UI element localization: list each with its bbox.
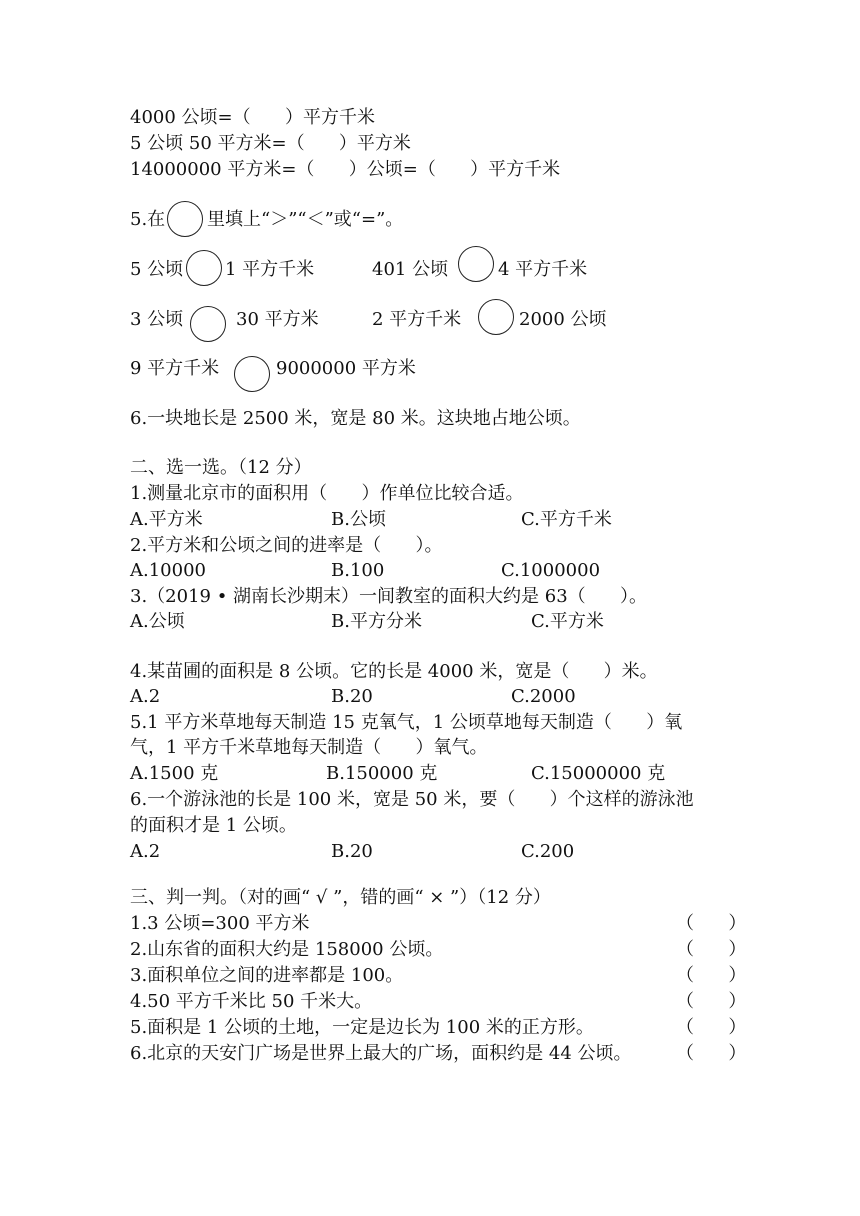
s2-q4-option-b[interactable]: B.20: [331, 686, 373, 707]
compare-4-right: 2000 公顷: [519, 309, 607, 330]
compare-5-right: 9000000 平方米: [276, 358, 416, 379]
s3-answer-5[interactable]: （ ）: [676, 1017, 747, 1038]
s2-q4-option-c[interactable]: C.2000: [511, 686, 576, 707]
comparison-circle-5[interactable]: [234, 356, 270, 392]
s2-q5-stem: 5.1 平方米草地每天制造 15 克氧气，1 公顷草地每天制造（ ）氧: [130, 712, 683, 733]
conversion-line-3: 14000000 平方米=（ ）公顷=（ ）平方千米: [130, 159, 561, 180]
s2-q5-option-b[interactable]: B.150000 克: [326, 763, 438, 784]
s2-q6-stem-cont: 的面积才是 1 公顷。: [130, 815, 297, 836]
s3-answer-2[interactable]: （ ）: [676, 939, 747, 960]
q5-instruction: 里填上“＞”“＜”或“=”。: [207, 209, 404, 230]
s2-q4-option-a[interactable]: A.2: [130, 686, 161, 707]
compare-2-left: 401 公顷: [372, 259, 449, 280]
s2-q3-option-b[interactable]: B.平方分米: [331, 611, 422, 632]
compare-2-right: 4 平方千米: [498, 259, 588, 280]
q6-text: 6.一块地长是 2500 米，宽是 80 米。这块地占地公顷。: [130, 408, 581, 429]
s3-answer-4[interactable]: （ ）: [676, 991, 747, 1012]
s2-q1-option-a[interactable]: A.平方米: [130, 509, 203, 530]
s2-q2-option-c[interactable]: C.1000000: [501, 560, 601, 581]
s2-q3-option-a[interactable]: A.公顷: [130, 611, 185, 632]
section2-title: 二、选一选。（12 分）: [130, 457, 312, 478]
s3-item-3: 3.面积单位之间的进率都是 100。: [130, 965, 404, 986]
comparison-circle-example[interactable]: [167, 201, 203, 237]
s2-q1-option-b[interactable]: B.公顷: [331, 509, 386, 530]
comparison-circle-1[interactable]: [186, 250, 222, 286]
comparison-circle-4[interactable]: [478, 299, 514, 335]
comparison-circle-2[interactable]: [458, 246, 494, 282]
section3-title: 三、判一判。（对的画“ √ ”，错的画“ × ”）（12 分）: [130, 887, 551, 908]
comparison-circle-3[interactable]: [190, 306, 226, 342]
compare-4-left: 2 平方千米: [372, 309, 462, 330]
s2-q2-stem: 2.平方米和公顷之间的进率是（ ）。: [130, 535, 443, 556]
compare-3-left: 3 公顷: [130, 309, 184, 330]
s2-q3-stem: 3.（2019 • 湖南长沙期末）一间教室的面积大约是 63（ ）。: [130, 586, 647, 607]
s2-q4-stem: 4.某苗圃的面积是 8 公顷。它的长是 4000 米，宽是（ ）米。: [130, 661, 658, 682]
s2-q5-option-a[interactable]: A.1500 克: [130, 763, 219, 784]
s3-item-1: 1.3 公顷=300 平方米: [130, 913, 310, 934]
compare-1-right: 1 平方千米: [225, 259, 315, 280]
s2-q3-option-c[interactable]: C.平方米: [531, 611, 604, 632]
compare-5-left: 9 平方千米: [130, 358, 220, 379]
compare-3-right: 30 平方米: [236, 309, 319, 330]
conversion-line-1: 4000 公顷=（ ）平方千米: [130, 107, 375, 128]
s3-item-2: 2.山东省的面积大约是 158000 公顷。: [130, 939, 444, 960]
s3-answer-6[interactable]: （ ）: [676, 1043, 747, 1064]
s2-q6-stem: 6.一个游泳池的长是 100 米，宽是 50 米，要（ ）个这样的游泳池: [130, 789, 694, 810]
s2-q5-option-c[interactable]: C.15000000 克: [531, 763, 666, 784]
s3-item-5: 5.面积是 1 公顷的土地，一定是边长为 100 米的正方形。: [130, 1017, 594, 1038]
s3-item-6: 6.北京的天安门广场是世界上最大的广场，面积约是 44 公顷。: [130, 1043, 632, 1064]
s2-q6-option-b[interactable]: B.20: [331, 841, 373, 862]
s2-q2-option-b[interactable]: B.100: [331, 560, 385, 581]
s3-item-4: 4.50 平方千米比 50 千米大。: [130, 991, 373, 1012]
conversion-line-2: 5 公顷 50 平方米=（ ）平方米: [130, 133, 411, 154]
compare-1-left: 5 公顷: [130, 259, 184, 280]
s2-q2-option-a[interactable]: A.10000: [130, 560, 206, 581]
s2-q5-stem-cont: 气，1 平方千米草地每天制造（ ）氧气。: [130, 737, 488, 758]
q5-prefix: 5.在: [130, 209, 166, 230]
s2-q1-option-c[interactable]: C.平方千米: [521, 509, 612, 530]
s2-q6-option-a[interactable]: A.2: [130, 841, 161, 862]
s2-q1-stem: 1.测量北京市的面积用（ ）作单位比较合适。: [130, 483, 524, 504]
s2-q6-option-c[interactable]: C.200: [521, 841, 575, 862]
s3-answer-1[interactable]: （ ）: [676, 913, 747, 934]
s3-answer-3[interactable]: （ ）: [676, 965, 747, 986]
